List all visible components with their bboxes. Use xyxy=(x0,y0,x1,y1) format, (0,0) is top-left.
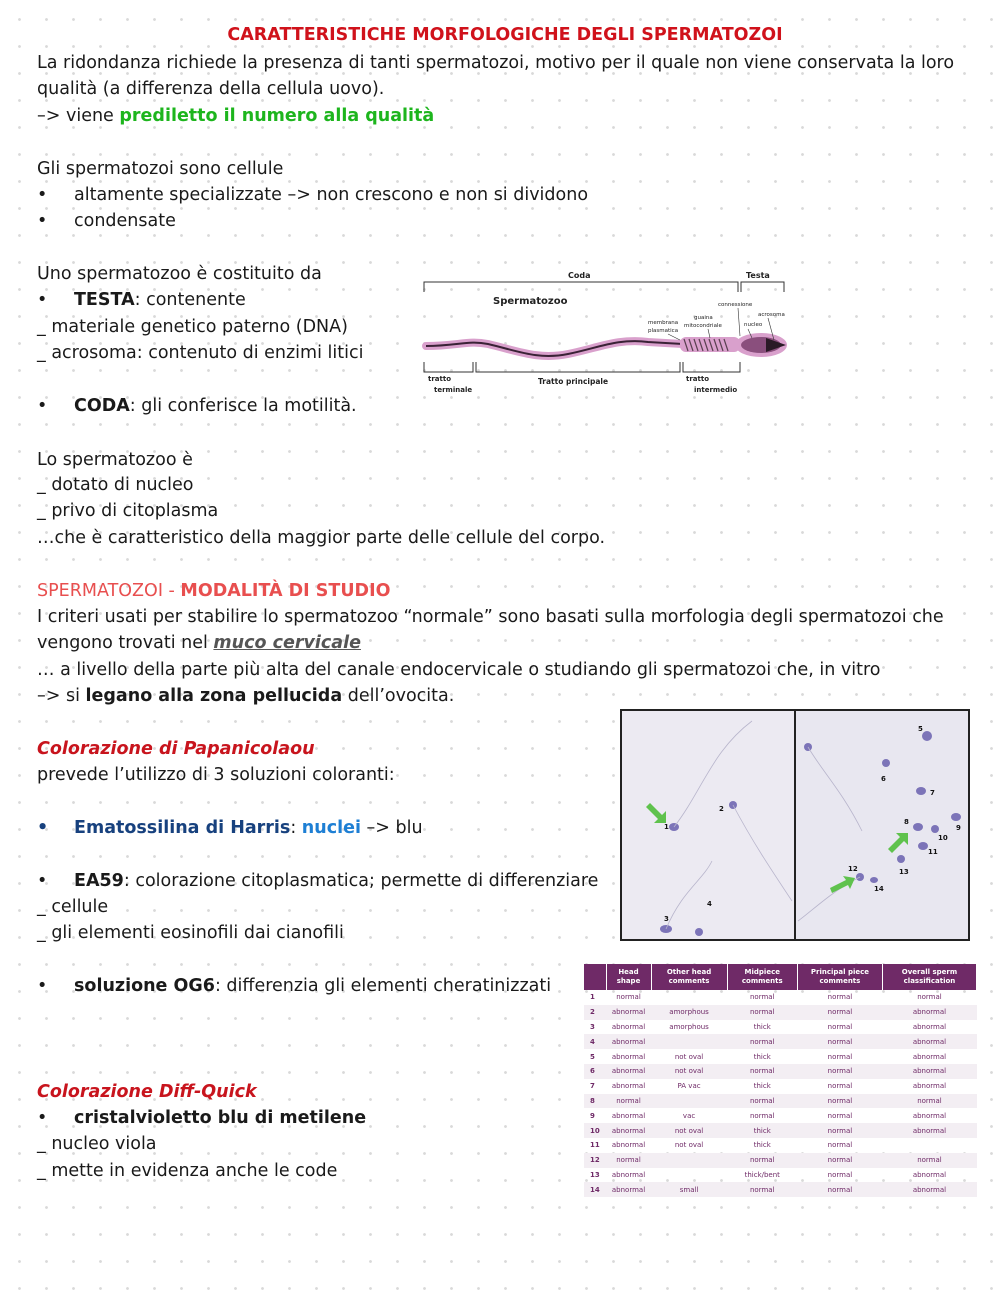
table-cell: normal xyxy=(750,993,775,1002)
diagram-label-testa: Testa xyxy=(746,271,770,280)
intro-line-3 xyxy=(37,103,434,129)
ea59-line xyxy=(74,868,598,894)
table-row xyxy=(584,1182,977,1197)
table-row xyxy=(584,1020,977,1035)
testa-item-1: _ materiale genetico paterno (DNA) xyxy=(37,317,348,337)
table-cell: 4 xyxy=(584,1034,606,1049)
nucleus-heading: Lo spermatozoo è xyxy=(37,450,193,470)
testa-label: TESTA xyxy=(74,290,135,310)
diffquick-bullet: cristalvioletto blu di metilene xyxy=(74,1108,367,1128)
table-cell: 1 xyxy=(590,993,595,1002)
bullet-dot: • xyxy=(37,1108,48,1128)
table-cell: thick xyxy=(727,1123,797,1138)
bullet-dot: • xyxy=(37,871,48,891)
micro-label-1: 1 xyxy=(664,823,669,831)
cells-bullet-1: altamente specializzate –> non crescono e non si dividono xyxy=(74,185,589,205)
table-cell: normal xyxy=(827,1141,853,1150)
sperm-classification-table xyxy=(584,964,977,1197)
table-cell: small xyxy=(651,1182,727,1197)
testa-item-2: _ acrosoma: contenuto di enzimi litici xyxy=(37,343,364,363)
coda-text: : gli conferisce la motilità. xyxy=(129,396,357,416)
table-cell: not oval xyxy=(674,1052,704,1061)
cells-heading: Gli spermatozoi sono cellule xyxy=(37,159,284,179)
table-row xyxy=(584,990,977,1005)
bullet-dot: • xyxy=(37,396,48,416)
table-header xyxy=(584,964,606,990)
diagram-label-tratto-principale: Tratto principale xyxy=(538,377,609,386)
diagram-label-tratto-terminale: tratto xyxy=(428,375,452,383)
intro-highlight: prediletto il numero alla qualità xyxy=(119,106,435,126)
table-row xyxy=(584,1153,977,1168)
harris-sep: : xyxy=(290,818,302,838)
table-cell: normal xyxy=(727,1094,797,1109)
table-cell: thick xyxy=(753,1082,771,1091)
study-line-2-prefix: vengono trovati nel xyxy=(37,633,214,653)
study-line-4-bold: legano alla zona pellucida xyxy=(85,686,343,706)
table-row xyxy=(584,1138,977,1153)
table-cell: abnormal xyxy=(882,1064,976,1079)
table-cell: 3 xyxy=(590,1022,595,1031)
bullet-dot: • xyxy=(37,818,49,838)
ea59-item-2: _ gli elementi eosinofili dai cianofili xyxy=(37,923,344,943)
ea59-item-1: _ cellule xyxy=(37,897,109,917)
ea59-label: EA59 xyxy=(74,871,124,891)
micro-label-11: 11 xyxy=(928,848,938,856)
muco-cervicale-link[interactable]: muco cervicale xyxy=(213,633,361,653)
table-cell: normal xyxy=(797,1123,882,1138)
micro-label-6: 6 xyxy=(881,775,886,783)
diagram-label-coda: Coda xyxy=(568,271,591,280)
table-cell: normal xyxy=(797,1064,882,1079)
table-cell: 14 xyxy=(584,1182,606,1197)
testa-line xyxy=(74,287,246,313)
diagram-label-intermedio: intermedio xyxy=(694,386,738,394)
intro-line-1: La ridondanza richiede la presenza di tanti spermatozoi, motivo per il quale non viene conservata la loro xyxy=(37,53,955,73)
intro-line-2: qualità (a differenza della cellula uovo). xyxy=(37,79,385,99)
intro-arrow-text: –> viene xyxy=(37,106,120,126)
diagram-label-terminale: terminale xyxy=(434,386,473,394)
table-cell: not oval xyxy=(651,1123,727,1138)
table-cell: 13 xyxy=(590,1170,600,1179)
study-heading-bold: MODALITÀ DI STUDIO xyxy=(180,581,391,601)
table-cell: amorphous xyxy=(651,1005,727,1020)
nucleus-item-3: …che è caratteristico della maggior parte delle cellule del corpo. xyxy=(37,528,606,548)
table-row xyxy=(584,1034,977,1049)
table-row xyxy=(584,1079,977,1094)
table-cell: not oval xyxy=(651,1064,727,1079)
table-cell: 7 xyxy=(590,1082,595,1091)
diagram-label-spermatozoo: Spermatozoo xyxy=(493,296,568,307)
table-cell: normal xyxy=(827,1022,853,1031)
og6-line xyxy=(74,973,551,999)
micro-label-13: 13 xyxy=(899,868,909,876)
table-cell: abnormal xyxy=(606,1005,651,1020)
table-row xyxy=(584,1123,977,1138)
og6-label: soluzione OG6 xyxy=(74,976,215,996)
table-header: Head shape xyxy=(606,964,651,990)
diffquick-item-1: _ nucleo viola xyxy=(37,1134,157,1154)
study-heading-prefix: SPERMATOZOI - xyxy=(37,581,181,601)
table-row xyxy=(584,1168,977,1183)
table-cell: abnormal xyxy=(611,1082,646,1091)
harris-nuclei: nuclei xyxy=(301,818,361,838)
table-cell: normal xyxy=(727,1153,797,1168)
table-header: Principal piece comments xyxy=(797,964,882,990)
table-cell: normal xyxy=(917,993,942,1002)
table-cell: normal xyxy=(727,1182,797,1197)
table-cell: abnormal xyxy=(912,1022,947,1031)
table-row xyxy=(584,1005,977,1020)
study-line-4 xyxy=(37,683,454,709)
diagram-label-acrosoma: acrosoma xyxy=(758,312,785,318)
table-cell: 8 xyxy=(584,1094,606,1109)
table-cell: abnormal xyxy=(912,1082,947,1091)
coda-line xyxy=(74,393,357,419)
ea59-text: : colorazione citoplasmatica; permette di differenziare xyxy=(123,871,599,891)
bullet-dot: • xyxy=(37,290,48,310)
table-row xyxy=(584,1049,977,1064)
table-cell: not oval xyxy=(674,1141,704,1150)
study-line-4-prefix: –> si xyxy=(37,686,86,706)
table-cell: normal xyxy=(727,1005,797,1020)
table-cell xyxy=(651,1034,727,1049)
harris-suffix: –> blu xyxy=(360,818,423,838)
micro-label-9: 9 xyxy=(956,824,961,832)
table-row xyxy=(584,1064,977,1079)
diffquick-item-2: _ mette in evidenza anche le code xyxy=(37,1161,338,1181)
table-cell: 12 xyxy=(584,1153,606,1168)
study-line-2 xyxy=(37,630,361,656)
table-cell: 2 xyxy=(584,1005,606,1020)
table-cell: abnormal xyxy=(912,1170,947,1179)
table-row xyxy=(584,1108,977,1123)
nucleus-item-1: _ dotato di nucleo xyxy=(37,475,194,495)
table-cell: 11 xyxy=(590,1141,600,1150)
table-cell: normal xyxy=(882,1153,976,1168)
table-cell: 6 xyxy=(584,1064,606,1079)
table-cell: normal xyxy=(616,993,641,1002)
table-cell: amorphous xyxy=(669,1022,709,1031)
table-cell: 5 xyxy=(590,1052,595,1061)
table-cell: abnormal xyxy=(606,1182,651,1197)
micro-label-10: 10 xyxy=(938,834,948,842)
table-cell: vac xyxy=(682,1111,696,1120)
micro-label-4: 4 xyxy=(707,900,712,908)
table-cell: normal xyxy=(797,1153,882,1168)
papanicolaou-heading: Colorazione di Papanicolaou xyxy=(37,739,315,759)
table-header: Other head comments xyxy=(651,964,727,990)
diagram-label-mitocondriale: mitocondriale xyxy=(684,323,722,329)
table-header: Overall sperm classification xyxy=(882,964,976,990)
bullet-dot: • xyxy=(37,211,48,231)
table-cell: abnormal xyxy=(606,1064,651,1079)
table-cell: 9 xyxy=(590,1111,595,1120)
table-cell: abnormal xyxy=(611,1022,646,1031)
diagram-label-nucleo: nucleo xyxy=(744,322,763,328)
table-cell: abnormal xyxy=(912,1052,947,1061)
bullet-dot: • xyxy=(37,976,48,996)
table-cell: abnormal xyxy=(882,1034,976,1049)
table-cell xyxy=(651,1153,727,1168)
spermatozoon-diagram xyxy=(418,266,792,400)
table-cell: normal xyxy=(727,1064,797,1079)
diagram-label-plasmatica: plasmatica xyxy=(648,328,679,334)
micro-label-7: 7 xyxy=(930,789,935,797)
table-cell: abnormal xyxy=(606,1034,651,1049)
table-cell: thick/bent xyxy=(744,1170,780,1179)
micro-label-14: 14 xyxy=(874,885,884,893)
micro-label-8: 8 xyxy=(904,818,909,826)
testa-text: : contenente xyxy=(134,290,246,310)
table-cell: normal xyxy=(727,1034,797,1049)
micro-label-2: 2 xyxy=(719,805,724,813)
study-heading xyxy=(37,578,390,604)
table-cell: abnormal xyxy=(611,1111,646,1120)
diagram-label-tratto-intermedio: tratto xyxy=(686,375,710,383)
nucleus-item-2: _ privo di citoplasma xyxy=(37,501,219,521)
table-cell xyxy=(651,1094,727,1109)
table-cell: normal xyxy=(797,1182,882,1197)
table-header-row xyxy=(584,964,977,990)
table-cell: abnormal xyxy=(611,1170,646,1179)
table-cell: thick xyxy=(753,1052,771,1061)
table-cell xyxy=(651,990,727,1005)
micrograph-image xyxy=(622,711,968,939)
micro-label-3: 3 xyxy=(664,915,669,923)
coda-label: CODA xyxy=(74,396,130,416)
diagram-label-connessione: connessione xyxy=(718,302,753,308)
table-cell: PA vac xyxy=(677,1082,701,1091)
table-cell: normal xyxy=(750,1111,775,1120)
page-title: CARATTERISTICHE MORFOLOGICHE DEGLI SPERMATOZOI xyxy=(227,25,783,45)
table-cell: abnormal xyxy=(882,1182,976,1197)
table-cell: abnormal xyxy=(882,1123,976,1138)
table-header: Midpiece comments xyxy=(727,964,797,990)
table-cell: normal xyxy=(827,1052,853,1061)
table-cell: normal xyxy=(797,1034,882,1049)
table-cell xyxy=(882,1138,976,1153)
table-cell: normal xyxy=(827,1111,853,1120)
harris-line xyxy=(74,815,423,841)
table-cell: normal xyxy=(797,1094,882,1109)
og6-text: : differenzia gli elementi cheratinizzati xyxy=(214,976,552,996)
table-cell: normal xyxy=(827,1082,853,1091)
papanicolaou-intro: prevede l’utilizzo di 3 soluzioni coloranti: xyxy=(37,765,395,785)
bullet-dot: • xyxy=(37,185,48,205)
table-cell: thick xyxy=(753,1022,771,1031)
table-cell: normal xyxy=(827,1170,853,1179)
harris-label: Ematossilina di Harris xyxy=(74,818,291,838)
table-cell: abnormal xyxy=(611,1052,646,1061)
table-row xyxy=(584,1094,977,1109)
table-cell: normal xyxy=(797,1005,882,1020)
table-cell: abnormal xyxy=(611,1141,646,1150)
table-cell xyxy=(651,1168,727,1183)
diffquick-heading: Colorazione Diff-Quick xyxy=(37,1082,257,1102)
diagram-label-membrana: membrana xyxy=(648,320,679,326)
sperm-micrograph xyxy=(620,709,970,941)
table-cell: normal xyxy=(827,993,853,1002)
table-cell: normal xyxy=(606,1153,651,1168)
micro-label-12: 12 xyxy=(848,865,858,873)
table-cell: normal xyxy=(606,1094,651,1109)
micro-label-5: 5 xyxy=(918,725,923,733)
study-line-4-suffix: dell’ovocita. xyxy=(342,686,455,706)
diagram-label-guaina: guaina xyxy=(694,315,713,321)
cells-bullet-2: condensate xyxy=(74,211,176,231)
structure-heading: Uno spermatozoo è costituito da xyxy=(37,264,322,284)
table-cell: abnormal xyxy=(882,1005,976,1020)
study-line-3: … a livello della parte più alta del canale endocervicale o studiando gli spermatozoi che, in vitro xyxy=(37,660,881,680)
table-cell: abnormal xyxy=(912,1111,947,1120)
table-cell: thick xyxy=(753,1141,771,1150)
table-cell: normal xyxy=(882,1094,976,1109)
table-cell: 10 xyxy=(584,1123,606,1138)
study-line-1: I criteri usati per stabilire lo spermatozoo “normale” sono basati sulla morfologia degli spermatozoi che xyxy=(37,607,944,627)
table-cell: abnormal xyxy=(606,1123,651,1138)
